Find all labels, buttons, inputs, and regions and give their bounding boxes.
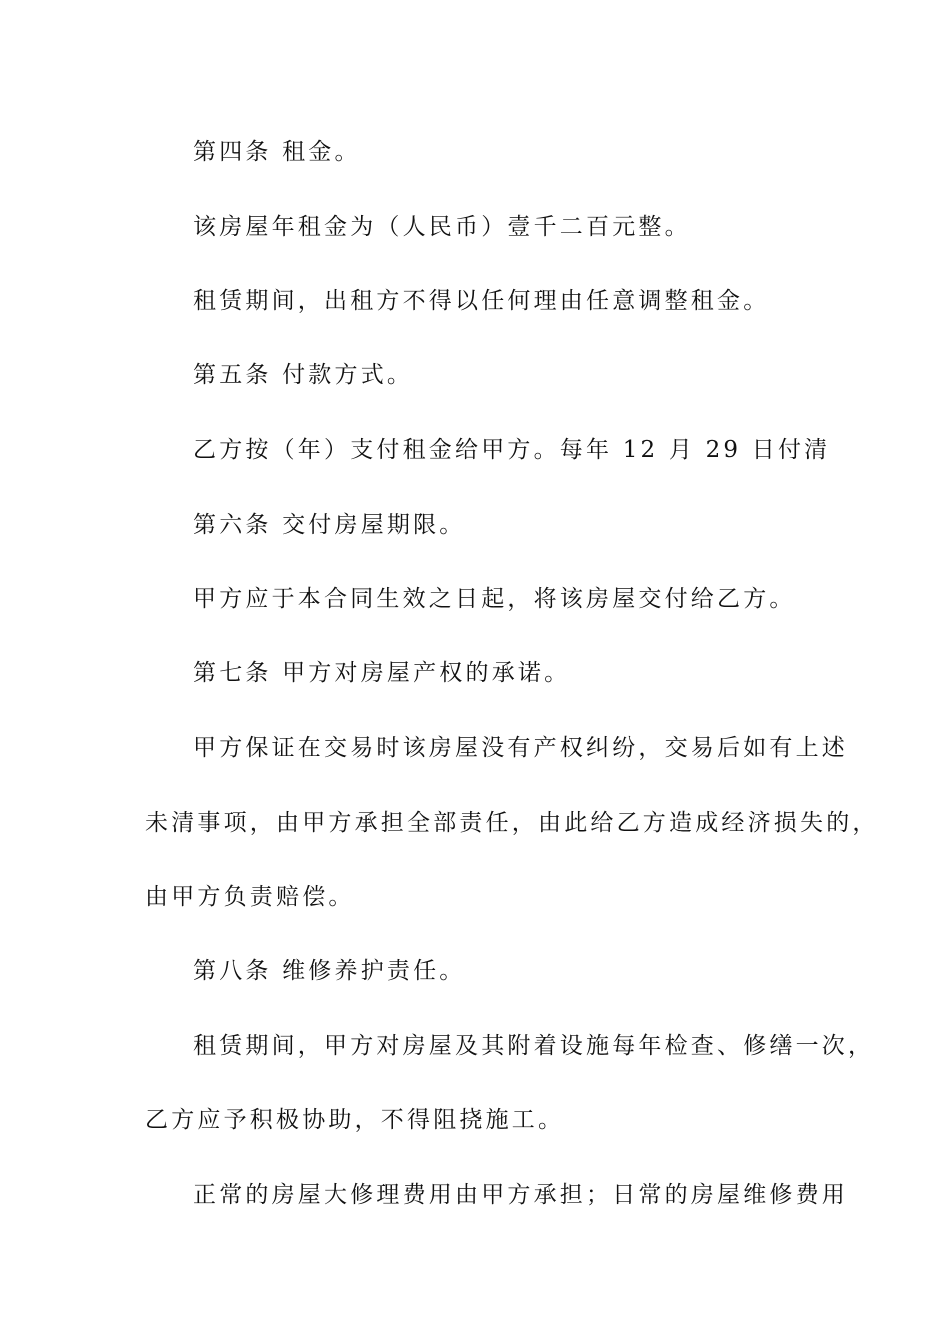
paragraph-line: 甲方应于本合同生效之日起，将该房屋交付给乙方。: [193, 586, 796, 612]
paragraph-line: 由甲方负责赔偿。: [145, 884, 355, 910]
article-8-heading: 第八条 维修养护责任。: [193, 958, 466, 984]
paragraph-line: 未清事项，由甲方承担全部责任，由此给乙方造成经济损失的，: [145, 810, 879, 836]
paragraph-line: 甲方保证在交易时该房屋没有产权纠纷，交易后如有上述: [193, 735, 848, 761]
paragraph-line: 租赁期间，出租方不得以任何理由任意调整租金。: [193, 288, 770, 314]
article-7-heading: 第七条 甲方对房屋产权的承诺。: [193, 660, 571, 686]
paragraph-line: 乙方按（年）支付租金给甲方。每年 12 月 29 日付清: [193, 437, 831, 463]
article-5-heading: 第五条 付款方式。: [193, 362, 414, 388]
article-6-heading: 第六条 交付房屋期限。: [193, 512, 466, 538]
paragraph-line: 该房屋年租金为（人民币）壹千二百元整。: [193, 214, 691, 240]
article-4-heading: 第四条 租金。: [193, 139, 361, 165]
paragraph-line: 乙方应予积极协助，不得阻挠施工。: [145, 1107, 565, 1133]
paragraph-line: 正常的房屋大修理费用由甲方承担；日常的房屋维修费用: [193, 1182, 848, 1208]
paragraph-line: 租赁期间，甲方对房屋及其附着设施每年检查、修缮一次，: [193, 1033, 875, 1059]
